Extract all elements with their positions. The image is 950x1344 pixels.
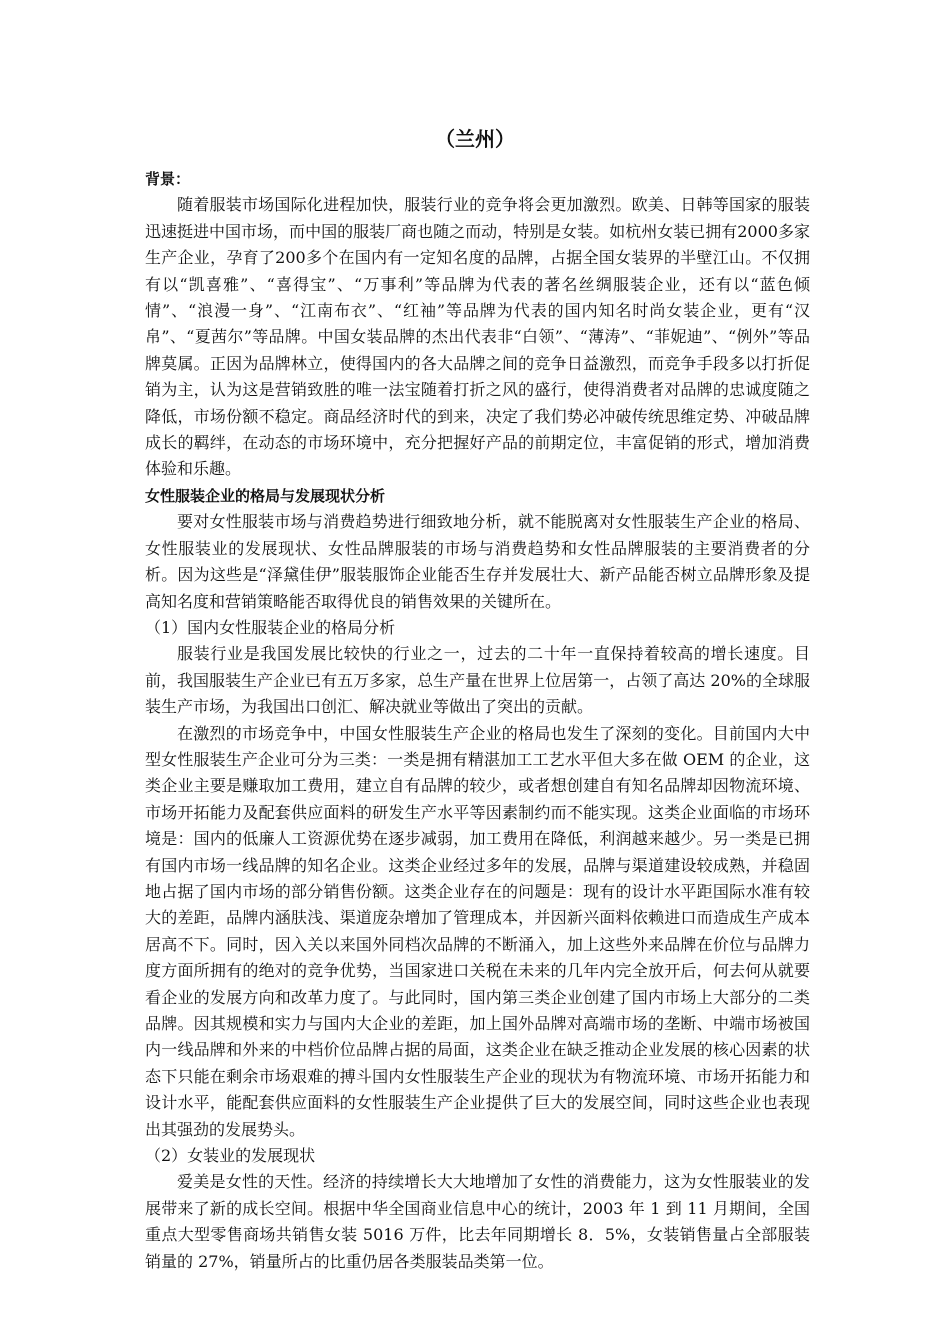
subsection-1-paragraph-2: 在激烈的市场竞争中，中国女性服装生产企业的格局也发生了深刻的变化。目前国内大中型女性服装生产企业可分为三类：一类是拥有精湛加工工艺水平但大多在做 OEM 的企业，这类企业主要是赚取加工费用，建立自有品牌的较少，或者想创建自有知名品牌却因物流环境、市场开拓能力及配套供应面料的研发生产水平等因素制约而不能实现。这类企业面临的市场环境是：国内的低廉人工资源优势在逐步减弱，加工费用在降低，利润越来越少。另一类是已拥有国内市场一线品牌的知名企业。这类企业经过多年的发展，品牌与渠道建设较成熟，并稳固地占据了国内市场的部分销售份额。这类企业存在的问题是：现有的设计水平距国际水准有较大的差距，品牌内涵肤浅、渠道庞杂增加了管理成本，并因新兴面料依赖进口而造成生产成本居高不下。同时，因入关以来国外同档次品牌的不断涌入，加上这些外来品牌在价位与品牌力度方面所拥有的绝对的竞争优势，当国家进口关税在未来的几年内完全放开后，何去何从就要看企业的发展方向和改革力度了。与此同时，国内第三类企业创建了国内市场上大部分的二类品牌。因其规模和实力与国内大企业的差距，加上国外品牌对高端市场的垄断、中端市场被国内一线品牌和外来的中档价位品牌占据的局面，这类企业在缺乏推动企业发展的核心因素的状态下只能在剩余市场艰难的搏斗国内女性服装生产企业的现状为有物流环境、市场开拓能力和设计水平，能配套供应面料的女性服装生产企业提供了巨大的发展空间，同时这些企业也表现出其强劲的发展势头。 — [145, 723, 810, 1139]
background-paragraph: 随着服装市场国际化进程加快，服装行业的竞争将会更加激烈。欧美、日韩等国家的服装迅速挺进中国市场，而中国的服装厂商也随之而动，特别是女装。如杭州女装已拥有2000多家生产企业，孕育了200多个在国内有一定知名度的品牌，占据全国女装界的半壁江山。不仅拥有以“凯喜雅”、“喜得宝”、“万事利”等品牌为代表的著名丝绸服装企业，还有以“蓝色倾情”、“浪漫一身”、“江南布衣”、“红袖”等品牌为代表的国内知名时尚女装企业，更有“汉帛”、“夏茜尔”等品牌。中国女装品牌的杰出代表非“白领”、“薄涛”、“菲妮迪”、“例外”等品牌莫属。正因为品牌林立，使得国内的各大品牌之间的竞争日益激烈，而竞争手段多以打折促销为主，认为这是营销致胜的唯一法宝随着打折之风的盛行，使得消费者对品牌的忠诚度随之降低，市场份额不稳定。商品经济时代的到来，决定了我们势必冲破传统思维定势、冲破品牌成长的羁绊，在动态的市场环境中，充分把握好产品的前期定位，丰富促销的形式，增加消费体验和乐趣。 — [145, 195, 810, 479]
women-apparel-paragraph: 要对女性服装市场与消费趋势进行细致地分析，就不能脱离对女性服装生产企业的格局、女性服装业的发展现状、女性品牌服装的市场与消费趋势和女性品牌服装的主要消费者的分析。因为这些是“泽黛佳伊”服装服饰企业能否生存并发展壮大、新产品能否树立品牌形象及提高知名度和营销策略能否取得优良的销售效果的关键所在。 — [145, 512, 810, 611]
women-apparel-heading: 女性服装企业的格局与发展现状分析 — [145, 486, 386, 505]
subsection-2-heading: （2）女装业的发展现状 — [145, 1146, 316, 1166]
subsection-1-paragraph-1: 服装行业是我国发展比较快的行业之一，过去的二十年一直保持着较高的增长速度。目前，我国服装生产企业已有五万多家，总生产量在世界上位居第一，占领了高达 20%的全球服装生产市场，为我国出口创汇、解决就业等做出了突出的贡献。 — [145, 644, 810, 717]
document-body — [145, 166, 810, 1275]
subsection-2-paragraph-1: 爱美是女性的天性。经济的持续增长大大地增加了女性的消费能力，这为女性服装业的发展带来了新的成长空间。根据中华全国商业信息中心的统计，2003 年 1 到 11 月期间，全国重点大型零售商场共销售女装 5016 万件，比去年同期增长 8．5%，女装销售量占全部服装销量的 27%，销量所占的比重仍居各类服装品类第一位。 — [145, 1172, 810, 1271]
subsection-1-heading: （1）国内女性服装企业的格局分析 — [145, 617, 396, 637]
background-heading: 背景： — [145, 170, 191, 188]
document-title: （兰州） — [435, 127, 515, 151]
